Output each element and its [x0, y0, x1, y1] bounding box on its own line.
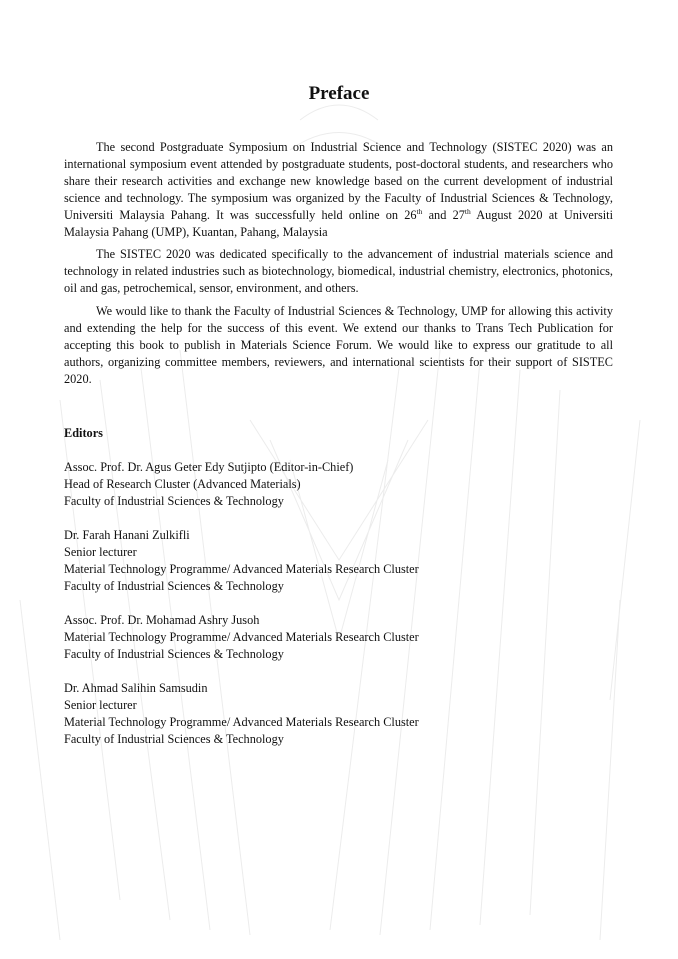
editor-programme: Material Technology Programme/ Advanced Materials Research Cluster: [64, 630, 419, 644]
editor-entry: [64, 459, 613, 510]
editor-name: Dr. Farah Hanani Zulkifli: [64, 528, 190, 542]
date-day-1-suffix: th: [416, 206, 423, 216]
editor-role: Head of Research Cluster (Advanced Materials): [64, 477, 301, 491]
editor-role: Senior lecturer: [64, 545, 137, 559]
preface-paragraph-2: The SISTEC 2020 was dedicated specifically to the advancement of industrial materials science and technology in related industries such as biotechnology, biomedical, industrial chemistry, electronics, photonics, oil and gas, petrochemical, sensor, environment, and others.: [64, 247, 613, 296]
editor-entry: [64, 527, 613, 595]
preface-paragraph-3: We would like to thank the Faculty of Industrial Sciences & Technology, UMP for allowing this activity and extending the help for the success of this event. We extend our thanks to Trans Tech Publication for accepting this book to publish in Materials Science Forum. We would like to express our gratitude to all authors, organizing committee members, reviewers, and international scientists for their support of SISTEC 2020.: [64, 304, 613, 386]
editors-heading: Editors: [64, 426, 103, 440]
date-day-2: 27: [452, 207, 465, 222]
editor-faculty: Faculty of Industrial Sciences & Technology: [64, 579, 284, 593]
editor-programme: Material Technology Programme/ Advanced Materials Research Cluster: [64, 715, 419, 729]
editor-faculty: Faculty of Industrial Sciences & Technology: [64, 732, 284, 746]
paragraph-1-tail: August 2020 at Universiti Malaysia Pahang (UMP), Kuantan, Pahang, Malaysia: [64, 207, 613, 239]
editor-name: Dr. Ahmad Salihin Samsudin: [64, 681, 208, 695]
editor-name: Assoc. Prof. Dr. Agus Geter Edy Sutjipto (Editor-in-Chief): [64, 460, 354, 474]
date-joiner: and: [422, 207, 453, 222]
preface-paragraph-1: [64, 139, 613, 240]
date-day-2-suffix: th: [464, 206, 471, 216]
paragraph-1-intro: The second Postgraduate Symposium on Industrial Science and Technology (SISTEC 2020) was an international symposium event attended by postgraduate students, post-doctoral students, and researchers who share their research activities and exchange new knowledge based on the current development of industrial science and technology. The symposium was organized by the Faculty of Industrial Sciences & Technology, Universiti Malaysia Pahang. It was successfully held online on: [64, 140, 613, 222]
editor-entry: [64, 612, 613, 663]
editors-section: [64, 425, 613, 765]
editor-faculty: Faculty of Industrial Sciences & Technology: [64, 494, 284, 508]
preface-body: [64, 139, 613, 394]
editor-programme: Material Technology Programme/ Advanced Materials Research Cluster: [64, 562, 419, 576]
editor-faculty: Faculty of Industrial Sciences & Technology: [64, 647, 284, 661]
editor-name: Assoc. Prof. Dr. Mohamad Ashry Jusoh: [64, 613, 260, 627]
editor-entry: [64, 680, 613, 748]
date-day-1: 26: [404, 207, 417, 222]
editor-role: Senior lecturer: [64, 698, 137, 712]
page-title: Preface: [308, 83, 370, 104]
